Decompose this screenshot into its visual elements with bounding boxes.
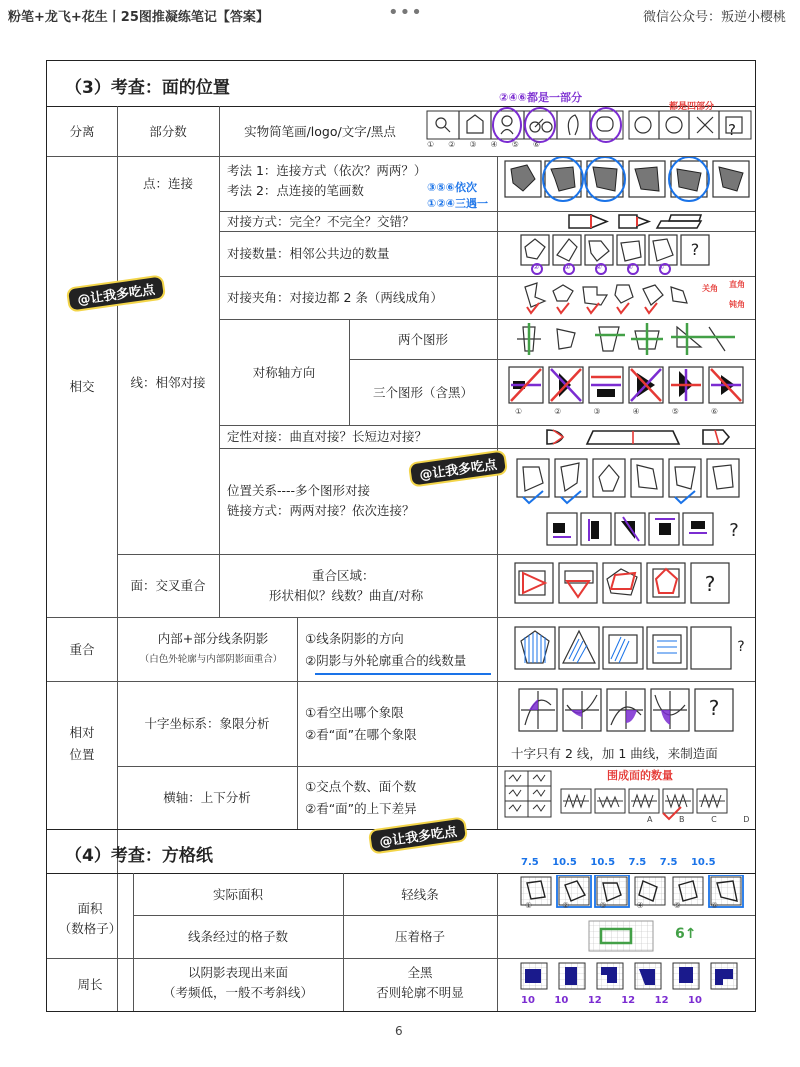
xiangdui-label2: 位置	[69, 746, 95, 762]
dian-figures	[501, 157, 753, 210]
chonghe-underline	[315, 673, 491, 675]
fenli-sub: 部分数	[149, 123, 187, 139]
xian-r4b-num-3: ③	[593, 407, 633, 416]
row1-a: 实际面积	[212, 886, 263, 902]
xian-r4: 对称轴方向	[252, 364, 316, 380]
row3-figures	[517, 961, 753, 991]
mian-line2: 形状相似？线数？曲直/对称	[269, 588, 424, 603]
row1-num-5: 7.5	[659, 857, 678, 868]
row1-num-2: 10.5	[552, 857, 577, 868]
row1-circ-6: ⑥	[710, 901, 749, 910]
row3-num-6: 10	[688, 995, 702, 1006]
xian-r4a-figures	[509, 321, 749, 357]
chonghe-r2: ②阴影与外轮廓重合的线数量	[305, 653, 467, 668]
row3-num-4: 12	[621, 995, 636, 1006]
chonghe-figures	[511, 623, 751, 675]
chonghe-l1: 内部+部分线条阴影	[157, 631, 269, 646]
xian-r4b-num-5: ⑤	[671, 407, 711, 416]
fenli-num-5: ⑤	[511, 140, 533, 149]
dian-note1: ③⑤⑥依次	[427, 181, 477, 194]
mianji-label1: 面积	[77, 901, 103, 916]
row2-note: 6↑	[675, 926, 697, 942]
xian-r2-mark-2: ①	[564, 263, 596, 271]
fenli-note-red: 都是四部分	[669, 102, 715, 112]
xiangdui-a1: ①看空出哪个象限	[305, 705, 404, 720]
xian-r5-figures	[543, 427, 743, 447]
dian-line1: 考法 1：连接方式（依次？两两？）	[227, 163, 427, 178]
mianji-label2: （数格子）	[58, 921, 122, 936]
xian-label: 线：相邻对接	[130, 375, 206, 390]
xian-r4b-num-1: ①	[515, 407, 555, 416]
xian-r5: 定性对接：曲直对接？长短边对接？	[227, 429, 428, 444]
chonghe-r1: ①线条阴影的方向	[305, 631, 404, 646]
watermark-1: @让我多吃点	[66, 274, 167, 312]
xian-r6-question: ?	[729, 519, 739, 541]
xian-r2-question: ?	[690, 239, 700, 259]
xiangdui-b-note: 围成面的数量	[607, 769, 673, 782]
fenli-num-4: ④	[490, 140, 512, 149]
row3-num-5: 12	[654, 995, 669, 1006]
xiangdui-opt-a: A	[647, 815, 653, 824]
header-title: 粉笔+龙飞+花生丨25图推凝练笔记【答案】	[8, 10, 269, 25]
header-account: 微信公众号：叛逆小樱桃	[642, 10, 786, 25]
top-bar	[0, 0, 800, 40]
xian-r3-note1: 关角	[702, 284, 718, 293]
xiangdui-a-caption: 十字只有 2 线，加 1 曲线，来制造面	[511, 746, 718, 761]
xian-r4b-num-6: ⑥	[710, 407, 751, 416]
row1-num-3: 10.5	[590, 857, 616, 868]
row1-circ-5: ⑤	[673, 901, 711, 910]
xian-r3: 对接夹角：对接边都 2 条（两线成角）	[227, 290, 443, 305]
xian-r6a: 位置关系----多个图形对接	[227, 483, 371, 498]
xian-r2-mark-5: ①	[658, 263, 690, 271]
fenli-label: 分离	[69, 123, 95, 139]
dian-note2: ①②④三遇一	[427, 197, 488, 210]
row1-num-6: 10.5	[690, 857, 716, 868]
more-icon[interactable]: •••	[388, 2, 423, 23]
dian-label: 点：连接	[142, 176, 193, 191]
fenli-num-3: ③	[469, 140, 491, 149]
section3-title: （3）考查：面的位置	[65, 78, 230, 98]
fenli-question: ?	[728, 121, 736, 139]
row3-a2: （考频低，一般不考斜线）	[162, 985, 313, 1000]
xian-r3-figures	[517, 277, 697, 317]
xiangdui-b-label: 横轴：上下分析	[163, 790, 251, 805]
row1-circ-4: ④	[636, 901, 674, 910]
row1-circ-2: ②	[562, 901, 600, 910]
mian-question: ?	[704, 572, 716, 596]
xian-r6-figures	[513, 453, 753, 551]
xian-r2-mark-3: ②	[595, 263, 627, 271]
row3-a1: 以阴影表现出来面	[187, 965, 288, 980]
dian-line2: 考法 2：点连接的笔画数	[227, 183, 364, 198]
xian-r4b-num-4: ④	[632, 407, 672, 416]
xiangdui-b2: ②看“面”的上下差异	[305, 801, 417, 816]
mian-label: 面：交叉重合	[130, 578, 206, 593]
fenli-note-purple: ②④⑥都是一部分	[499, 91, 582, 104]
xian-r1: 对接方式：完全？不完全？交错？	[227, 214, 415, 229]
row3-num-2: 10	[554, 995, 569, 1006]
xiangjiao-label: 相交	[69, 379, 95, 394]
xian-r3-note2: 直角	[729, 280, 745, 289]
xiangdui-a-question: ?	[708, 696, 720, 720]
note-sheet	[46, 60, 756, 1012]
xian-r4b-num-2: ②	[554, 407, 594, 416]
xian-r2-mark-1: ②	[533, 263, 565, 271]
xiangdui-a-label: 十字坐标系：象限分析	[144, 716, 270, 731]
xian-r3-note3: 钝角	[729, 300, 745, 309]
xiangdui-opt-d: D	[743, 815, 750, 824]
row3-b1: 全黑	[407, 965, 433, 980]
xiangdui-label1: 相对	[69, 724, 95, 740]
row2-b: 压着格子	[394, 929, 445, 944]
chonghe-question: ?	[737, 639, 745, 655]
xian-r4a: 两个图形	[397, 331, 448, 347]
xiangdui-b1: ①交点个数、面个数	[305, 779, 417, 794]
fenli-desc: 实物简笔画/logo/文字/黑点	[244, 123, 396, 139]
row1-num-1: 7.5	[521, 857, 539, 868]
section4-title: （4）考查：方格纸	[65, 846, 213, 866]
row1-num-4: 7.5	[628, 857, 647, 868]
mian-line1: 重合区域：	[312, 568, 375, 583]
xian-r2: 对接数量：相邻公共边的数量	[227, 246, 390, 261]
xiangdui-opt-b: B	[679, 815, 685, 824]
xian-r1-figures	[567, 213, 707, 230]
row2-figure	[587, 919, 657, 953]
xiangdui-opt-c: C	[711, 815, 717, 824]
row3-num-1: 10	[521, 995, 535, 1006]
row1-circ-1: ①	[525, 901, 563, 910]
fenli-num-2: ②	[448, 140, 470, 149]
row3-num-3: 12	[587, 995, 602, 1006]
chonghe-label: 重合	[69, 641, 95, 657]
watermark-2: @让我多吃点	[408, 449, 509, 487]
chonghe-l2: （白色外轮廓与内部阴影面重合）	[139, 654, 283, 665]
xian-r6b: 链接方式：两两对接？依次连接？	[227, 503, 415, 518]
zhouchang-label: 周长	[77, 977, 103, 992]
xiangdui-a2: ②看“面”在哪个象限	[305, 727, 417, 742]
page-number: 6	[395, 1024, 403, 1038]
watermark-3: @让我多吃点	[368, 816, 469, 854]
row3-b2: 否则轮廓不明显	[376, 985, 464, 1000]
fenli-num-1: ①	[427, 140, 449, 149]
xian-r2-mark-4: ②	[626, 263, 659, 271]
fenli-num-6: ⑥	[532, 140, 555, 149]
row2-a: 线条经过的格子数	[187, 929, 288, 944]
row1-b: 轻线条	[401, 886, 439, 902]
xian-r4b: 三个图形（含黑）	[372, 384, 473, 400]
row1-circ-3: ③	[599, 901, 637, 910]
